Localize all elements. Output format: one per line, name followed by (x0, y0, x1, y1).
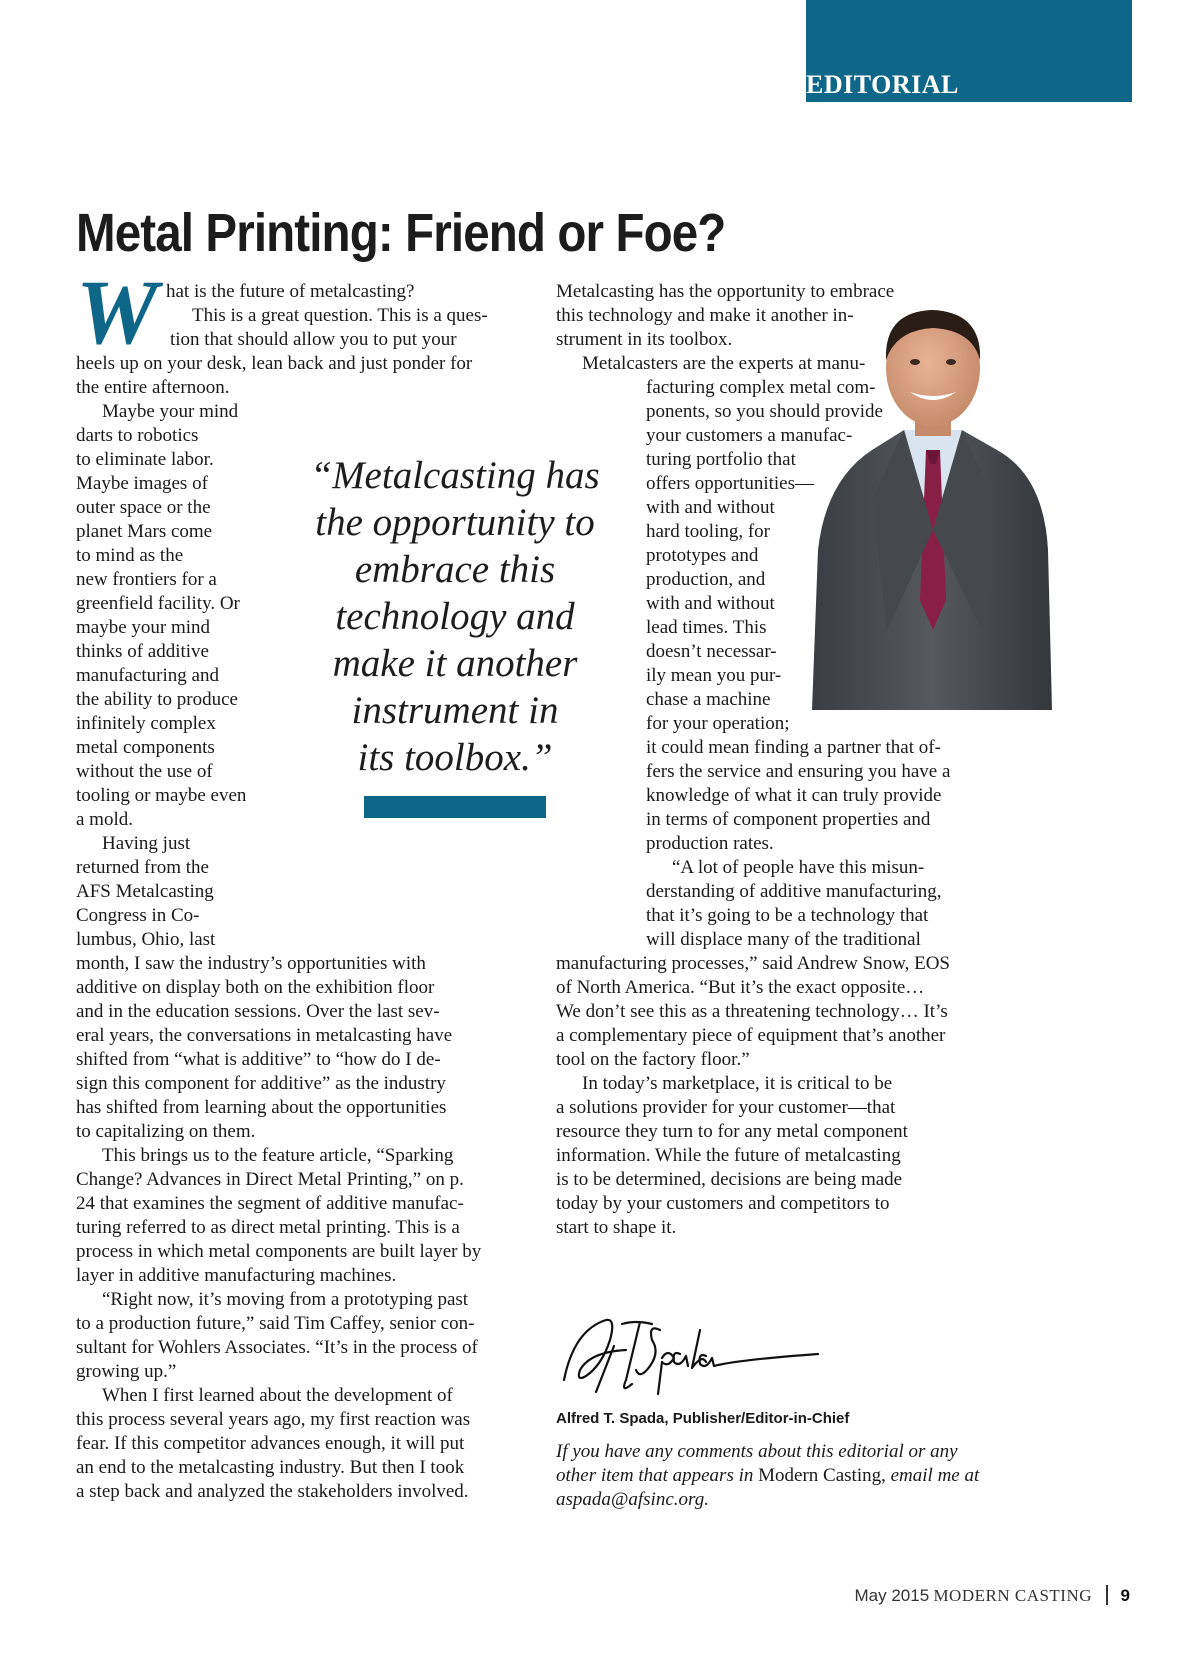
body-line: has shifted from learning about the opportunities (76, 1097, 447, 1118)
body-line: this technology and make it another in- (556, 305, 854, 326)
issue-date: May 2015 (854, 1586, 930, 1605)
body-line: AFS Metalcasting (76, 881, 214, 902)
body-line: in terms of component properties and (646, 809, 931, 830)
body-line: This brings us to the feature article, “Sparking (102, 1145, 454, 1166)
page-footer (855, 1585, 1130, 1606)
body-line: Congress in Co- (76, 905, 200, 926)
body-line: of North America. “But it’s the exact opposite… (556, 977, 925, 998)
body-line: knowledge of what it can truly provide (646, 785, 942, 806)
body-line: manufacturing processes,” said Andrew Snow, EOS (556, 953, 950, 974)
body-line: Metalcasting has the opportunity to embrace (556, 281, 895, 302)
body-line: is to be determined, decisions are being made (556, 1169, 903, 1190)
body-line: maybe your mind (76, 617, 211, 638)
body-line: a complementary piece of equipment that’s another (556, 1025, 946, 1046)
body-line: outer space or the (76, 497, 211, 518)
body-line: darts to robotics (76, 425, 199, 446)
body-line: hard tooling, for (646, 521, 771, 542)
article-headline: Metal Printing: Friend or Foe? (76, 203, 726, 263)
signature-name: Alfred T. Spada, Publisher/Editor-in-Chief (556, 1410, 850, 1427)
body-line: chase a machine (646, 689, 771, 710)
body-line: Having just (102, 833, 191, 854)
body-line: Metalcasters are the experts at manu- (582, 353, 866, 374)
body-line: your customers a manufac- (646, 425, 853, 446)
body-line: offers opportunities— (646, 473, 814, 494)
body-line: layer in additive manufacturing machines. (76, 1265, 397, 1286)
body-line: will displace many of the traditional (646, 929, 921, 950)
magazine-title: MODERN CASTING (933, 1586, 1093, 1605)
body-line: eral years, the conversations in metalcasting have (76, 1025, 453, 1046)
body-line: that it’s going to be a technology that (646, 905, 929, 926)
footer-divider (1106, 1585, 1108, 1605)
note-line: If you have any comments about this editorial or any (556, 1441, 958, 1462)
body-line: Maybe your mind (102, 401, 239, 422)
pull-quote-bar (364, 796, 546, 818)
body-line: “A lot of people have this misun- (672, 857, 925, 878)
body-line: a solutions provider for your customer—that (556, 1097, 896, 1118)
body-line: to capitalizing on them. (76, 1121, 256, 1142)
body-line: tooling or maybe even (76, 785, 247, 806)
body-line: ponents, so you should provide (646, 401, 883, 422)
body-line: In today’s marketplace, it is critical to be (582, 1073, 893, 1094)
pull-quote-line: instrument in (351, 689, 559, 732)
body-line: planet Mars come (76, 521, 213, 542)
body-line: returned from the (76, 857, 209, 878)
body-line: When I first learned about the development of (102, 1385, 453, 1406)
body-line: with and without (646, 593, 775, 614)
pull-quote-line: embrace this (354, 548, 556, 591)
body-line: the entire afternoon. (76, 377, 230, 398)
body-line: strument in its toolbox. (556, 329, 733, 350)
body-line: it could mean finding a partner that of- (646, 737, 941, 758)
body-line: growing up.” (76, 1361, 177, 1382)
body-line: month, I saw the industry’s opportunities with (76, 953, 426, 974)
body-line: a mold. (76, 809, 133, 830)
drop-cap: W (76, 261, 158, 363)
pull-quote-line: the opportunity to (315, 501, 595, 544)
signature-image (556, 1310, 826, 1400)
body-line: and in the education sessions. Over the last sev- (76, 1001, 440, 1022)
body-line: “Right now, it’s moving from a prototyping past (102, 1289, 469, 1310)
body-line: Change? Advances in Direct Metal Printing,” on p. (76, 1169, 464, 1190)
body-line: Maybe images of (76, 473, 208, 494)
body-line: to mind as the (76, 545, 184, 566)
body-line: thinks of additive (76, 641, 209, 662)
body-line: prototypes and (646, 545, 759, 566)
body-line: fers the service and ensuring you have a (646, 761, 951, 782)
body-line: new frontiers for a (76, 569, 217, 590)
body-line: fear. If this competitor advances enough, it will put (76, 1433, 465, 1454)
body-line: greenfield facility. Or (76, 593, 240, 614)
body-line: the ability to produce (76, 689, 238, 710)
body-line: sultant for Wohlers Associates. “It’s in the process of (76, 1337, 478, 1358)
pull-quote-line: “Metalcasting has (310, 454, 600, 497)
body-line: without the use of (76, 761, 213, 782)
body-line: production, and (646, 569, 766, 590)
body-line: to eliminate labor. (76, 449, 214, 470)
body-line: infinitely complex (76, 713, 216, 734)
note-line (556, 1464, 979, 1488)
body-line: ily mean you pur- (646, 665, 782, 686)
body-line: shifted from “what is additive” to “how do I de- (76, 1049, 441, 1070)
body-line: manufacturing and (76, 665, 219, 686)
body-line: tool on the factory floor.” (556, 1049, 750, 1070)
page-number: 9 (1120, 1586, 1130, 1605)
body-line: resource they turn to for any metal component (556, 1121, 908, 1142)
section-label: EDITORIAL (806, 70, 959, 99)
body-line: this process several years ago, my first reaction was (76, 1409, 471, 1430)
body-line: derstanding of additive manufacturing, (646, 881, 942, 902)
body-line: This is a great question. This is a ques- (192, 305, 488, 326)
body-line: a step back and analyzed the stakeholders involved. (76, 1481, 469, 1502)
body-line: hat is the future of metalcasting? (166, 281, 415, 302)
magazine-name: Modern Casting, (758, 1465, 886, 1486)
body-line: for your operation; (646, 713, 790, 734)
body-line: an end to the metalcasting industry. But then I took (76, 1457, 465, 1478)
body-line: today by your customers and competitors to (556, 1193, 890, 1214)
body-line: heels up on your desk, lean back and just ponder for (76, 353, 473, 374)
body-line: with and without (646, 497, 775, 518)
body-line: metal components (76, 737, 215, 758)
body-line: information. While the future of metalcasting (556, 1145, 901, 1166)
body-line: additive on display both on the exhibition floor (76, 977, 435, 998)
body-line: tion that should allow you to put your (170, 329, 457, 350)
body-line: doesn’t necessar- (646, 641, 777, 662)
body-line: facturing complex metal com- (646, 377, 876, 398)
body-line: We don’t see this as a threatening technology… It’s (556, 1001, 948, 1022)
body-line: lead times. This (646, 617, 767, 638)
body-line: turing referred to as direct metal printing. This is a (76, 1217, 460, 1238)
body-line: sign this component for additive” as the industry (76, 1073, 446, 1094)
body-line: turing portfolio that (646, 449, 796, 470)
pull-quote-line: its toolbox.” (357, 736, 553, 779)
body-line: lumbus, Ohio, last (76, 929, 216, 950)
note-text: email me at (890, 1465, 980, 1486)
pull-quote-line: make it another (332, 642, 578, 685)
body-line: to a production future,” said Tim Caffey, senior con- (76, 1313, 475, 1334)
pull-quote-line: technology and (335, 595, 575, 638)
note-email[interactable]: aspada@afsinc.org. (556, 1489, 709, 1510)
note-text: other item that appears in (556, 1465, 754, 1486)
body-line: start to shape it. (556, 1217, 677, 1238)
body-line: 24 that examines the segment of additive manufac- (76, 1193, 464, 1214)
body-line: production rates. (646, 833, 774, 854)
body-line: process in which metal components are built layer by (76, 1241, 482, 1262)
pull-quote (300, 452, 610, 781)
